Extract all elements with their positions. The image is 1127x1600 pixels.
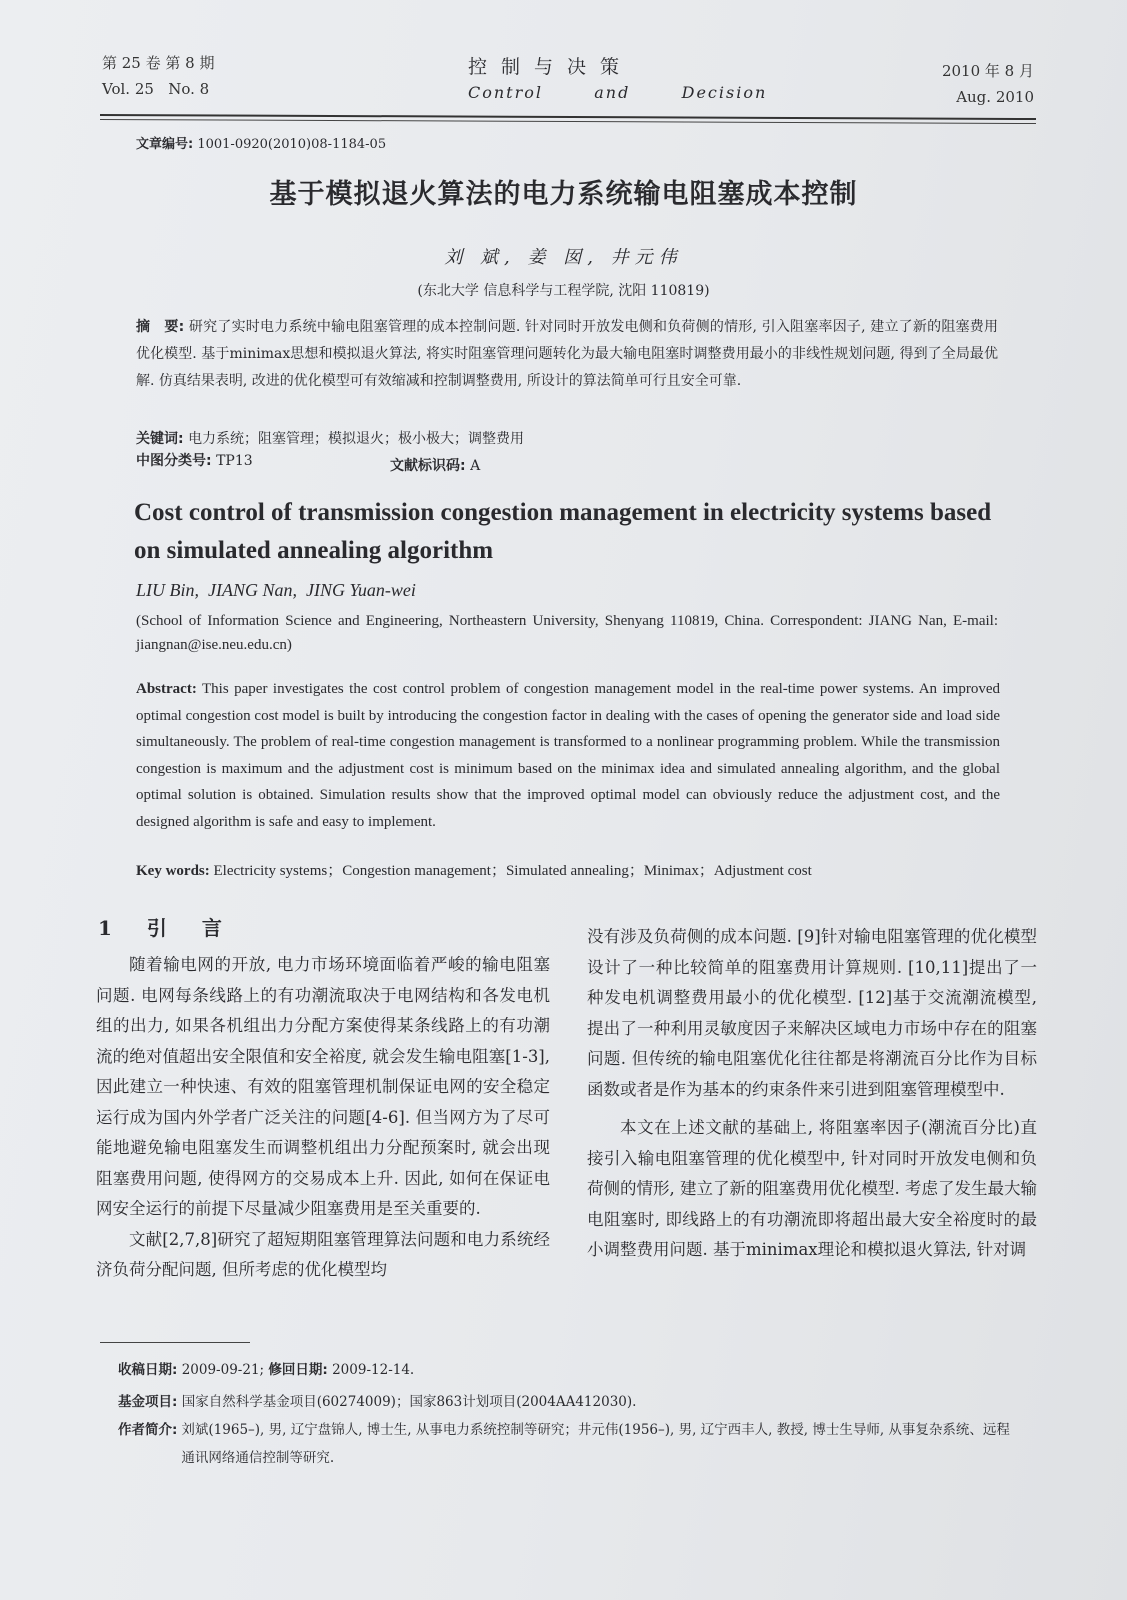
affiliation-en: (School of Information Science and Engineering, Northeastern University, Shenyang 110819, China. Correspondent: JIANG Nan, E-mail: jiangnan@ise.neu.edu.cn) <box>136 613 998 653</box>
header-date-cn: 2010 年 8 月 <box>941 62 1034 80</box>
header-journal <box>468 52 768 102</box>
keywords-en-text: Electricity systems；Congestion management；Simulated annealing；Minimax；Adjustment cost <box>213 863 812 879</box>
header-volume-en: Vol. 25 No. 8 <box>102 80 210 98</box>
abstract-cn-text: 研究了实时电力系统中输电阻塞管理的成本控制问题. 针对同时开放发电侧和负荷侧的情形, 引入阻塞率因子, 建立了新的阻塞费用优化模型. 基于minimax思想和模拟退火算法, 将实时阻塞管理问题转化为最大输电阻塞时调整费用最小的非线性规划问题, 得到了全局最优解. 仿真结果表明, 改进的优化模型可有效缩减和控制调整费用, 所设计的算法简单可行且安全可靠. <box>136 319 998 389</box>
body-right-column <box>587 922 1037 1266</box>
article-number-label: 文章编号: <box>136 137 194 152</box>
header-date-en: Aug. 2010 <box>956 88 1034 106</box>
body-left-paragraph-2: 文献[2,7,8]研究了超短期阻塞管理算法问题和电力系统经济负荷分配问题, 但所考虑的优化模型均 <box>96 1229 550 1279</box>
keywords-en-label: Key words: <box>136 863 210 879</box>
revised-date: 2009-12-14. <box>332 1362 415 1378</box>
keywords-cn-label: 关键词: <box>136 431 184 447</box>
revised-label: 修回日期: <box>268 1362 328 1378</box>
abstract-en-label: Abstract: <box>136 681 197 697</box>
clc-label: 中图分类号: <box>136 453 212 469</box>
footnote-rule <box>100 1342 250 1343</box>
fund-text: 国家自然科学基金项目(60274009)；国家863计划项目(2004AA412030). <box>181 1394 637 1410</box>
footnote-fund <box>118 1388 1018 1416</box>
abstract-en-text: This paper investigates the cost control problem of congestion management model in the real-time power systems. An improved optimal congestion cost model is built by introducing the congestion factor in dealing with the cases of opening the generator side and load side simultaneously. The problem of real-time congestion management is transformed to a nonlinear programming problem. While the transmission congestion is maximum and the adjustment cost is minimum based on the minimax idea and simulated annealing algorithm, and the global optimal solution is obtained. Simulation results show that the improved optimal model can obviously reduce the adjustment cost, and the designed algorithm is safe and easy to implement. <box>136 681 1000 830</box>
doc-code-value: A <box>470 458 481 474</box>
article-number-value: 1001-0920(2010)08-1184-05 <box>197 137 387 152</box>
clc-number <box>136 448 253 475</box>
affiliation-cn: (东北大学 信息科学与工程学院, 沈阳 110819) <box>417 283 710 299</box>
authors-cn: 刘 斌, 姜 囡, 井元伟 <box>444 247 683 268</box>
body-left-column <box>96 950 550 1286</box>
journal-title-en: Control and Decision <box>468 83 768 102</box>
abstract-en <box>136 676 1000 835</box>
keywords-en <box>136 858 1000 885</box>
doc-code <box>390 453 480 480</box>
body-right-paragraph-1: 没有涉及负荷侧的成本问题. [9]针对输电阻塞管理的优化模型设计了一种比较简单的阻塞费用计算规则. [10,11]提出了一种发电机调整费用最小的优化模型. [12]基于交流潮流模型, 提出了一种利用灵敏度因子来解决区域电力市场中存在的阻塞问题. 但传统的输电阻塞优化往往都是将潮流百分比作为目标函数或者是作为基本的约束条件来引进到阻塞管理模型中. <box>587 927 1037 1099</box>
bio-text: 刘斌(1965–), 男, 辽宁盘锦人, 博士生, 从事电力系统控制等研究；井元伟(1956–), 男, 辽宁西丰人, 教授, 博士生导师, 从事复杂系统、远程通讯网络通信控制等研究. <box>181 1422 1010 1466</box>
footnote-dates <box>118 1356 1018 1384</box>
doc-code-label: 文献标识码: <box>390 458 466 474</box>
section-1-heading: 1 引 言 <box>98 916 236 940</box>
fund-label: 基金项目: <box>118 1394 178 1410</box>
header-volume-cn: 第 25 卷 第 8 期 <box>102 54 215 72</box>
article-number <box>136 133 386 152</box>
title-en: Cost control of transmission congestion management in electricity systems based on simulated annealing algorithm <box>134 499 992 564</box>
header-rule-thin <box>100 119 1036 124</box>
received-label: 收稿日期: <box>118 1362 178 1378</box>
body-left-paragraph-1: 随着输电网的开放, 电力市场环境面临着严峻的输电阻塞问题. 电网每条线路上的有功潮流取决于电网结构和各发电机组的出力, 如果各机组出力分配方案使得某条线路上的有功潮流的绝对值超出安全限值和安全裕度, 就会发生输电阻塞[1-3], 因此建立一种快速、有效的阻塞管理机制保证电网的安全稳定运行成为国内外学者广泛关注的问题[4-6]. 但当网方为了尽可能地避免输电阻塞发生而调整机组出力分配预案时, 就会出现阻塞费用问题, 使得网方的交易成本上升. 因此, 如何在保证电网安全运行的前提下尽量减少阻塞费用是至关重要的. <box>96 955 550 1218</box>
body-right-paragraph-2: 本文在上述文献的基础上, 将阻塞率因子(潮流百分比)直接引入输电阻塞管理的优化模型中, 针对同时开放发电侧和负荷侧的情形, 建立了新的阻塞费用优化模型. 考虑了发生最大输电阻塞时, 即线路上的有功潮流即将超出最大安全裕度时的最小调整费用问题. 基于minimax理论和模拟退火算法, 针对调 <box>587 1118 1037 1259</box>
footnote-bio <box>118 1416 1013 1472</box>
clc-value: TP13 <box>216 453 253 469</box>
journal-title-cn: 控制与决策 <box>468 56 634 78</box>
abstract-cn-label: 摘 要: <box>136 319 185 335</box>
abstract-cn <box>136 314 998 395</box>
header-volume <box>102 50 214 102</box>
keywords-cn <box>136 426 998 453</box>
authors-en: LIU Bin, JIANG Nan, JING Yuan-wei <box>136 580 416 600</box>
received-date: 2009-09-21; <box>181 1362 265 1378</box>
bio-label: 作者简介: <box>118 1422 178 1438</box>
header-date <box>930 58 1034 110</box>
title-cn: 基于模拟退火算法的电力系统输电阻塞成本控制 <box>269 179 858 210</box>
keywords-cn-text: 电力系统；阻塞管理；模拟退火；极小极大；调整费用 <box>188 431 525 447</box>
